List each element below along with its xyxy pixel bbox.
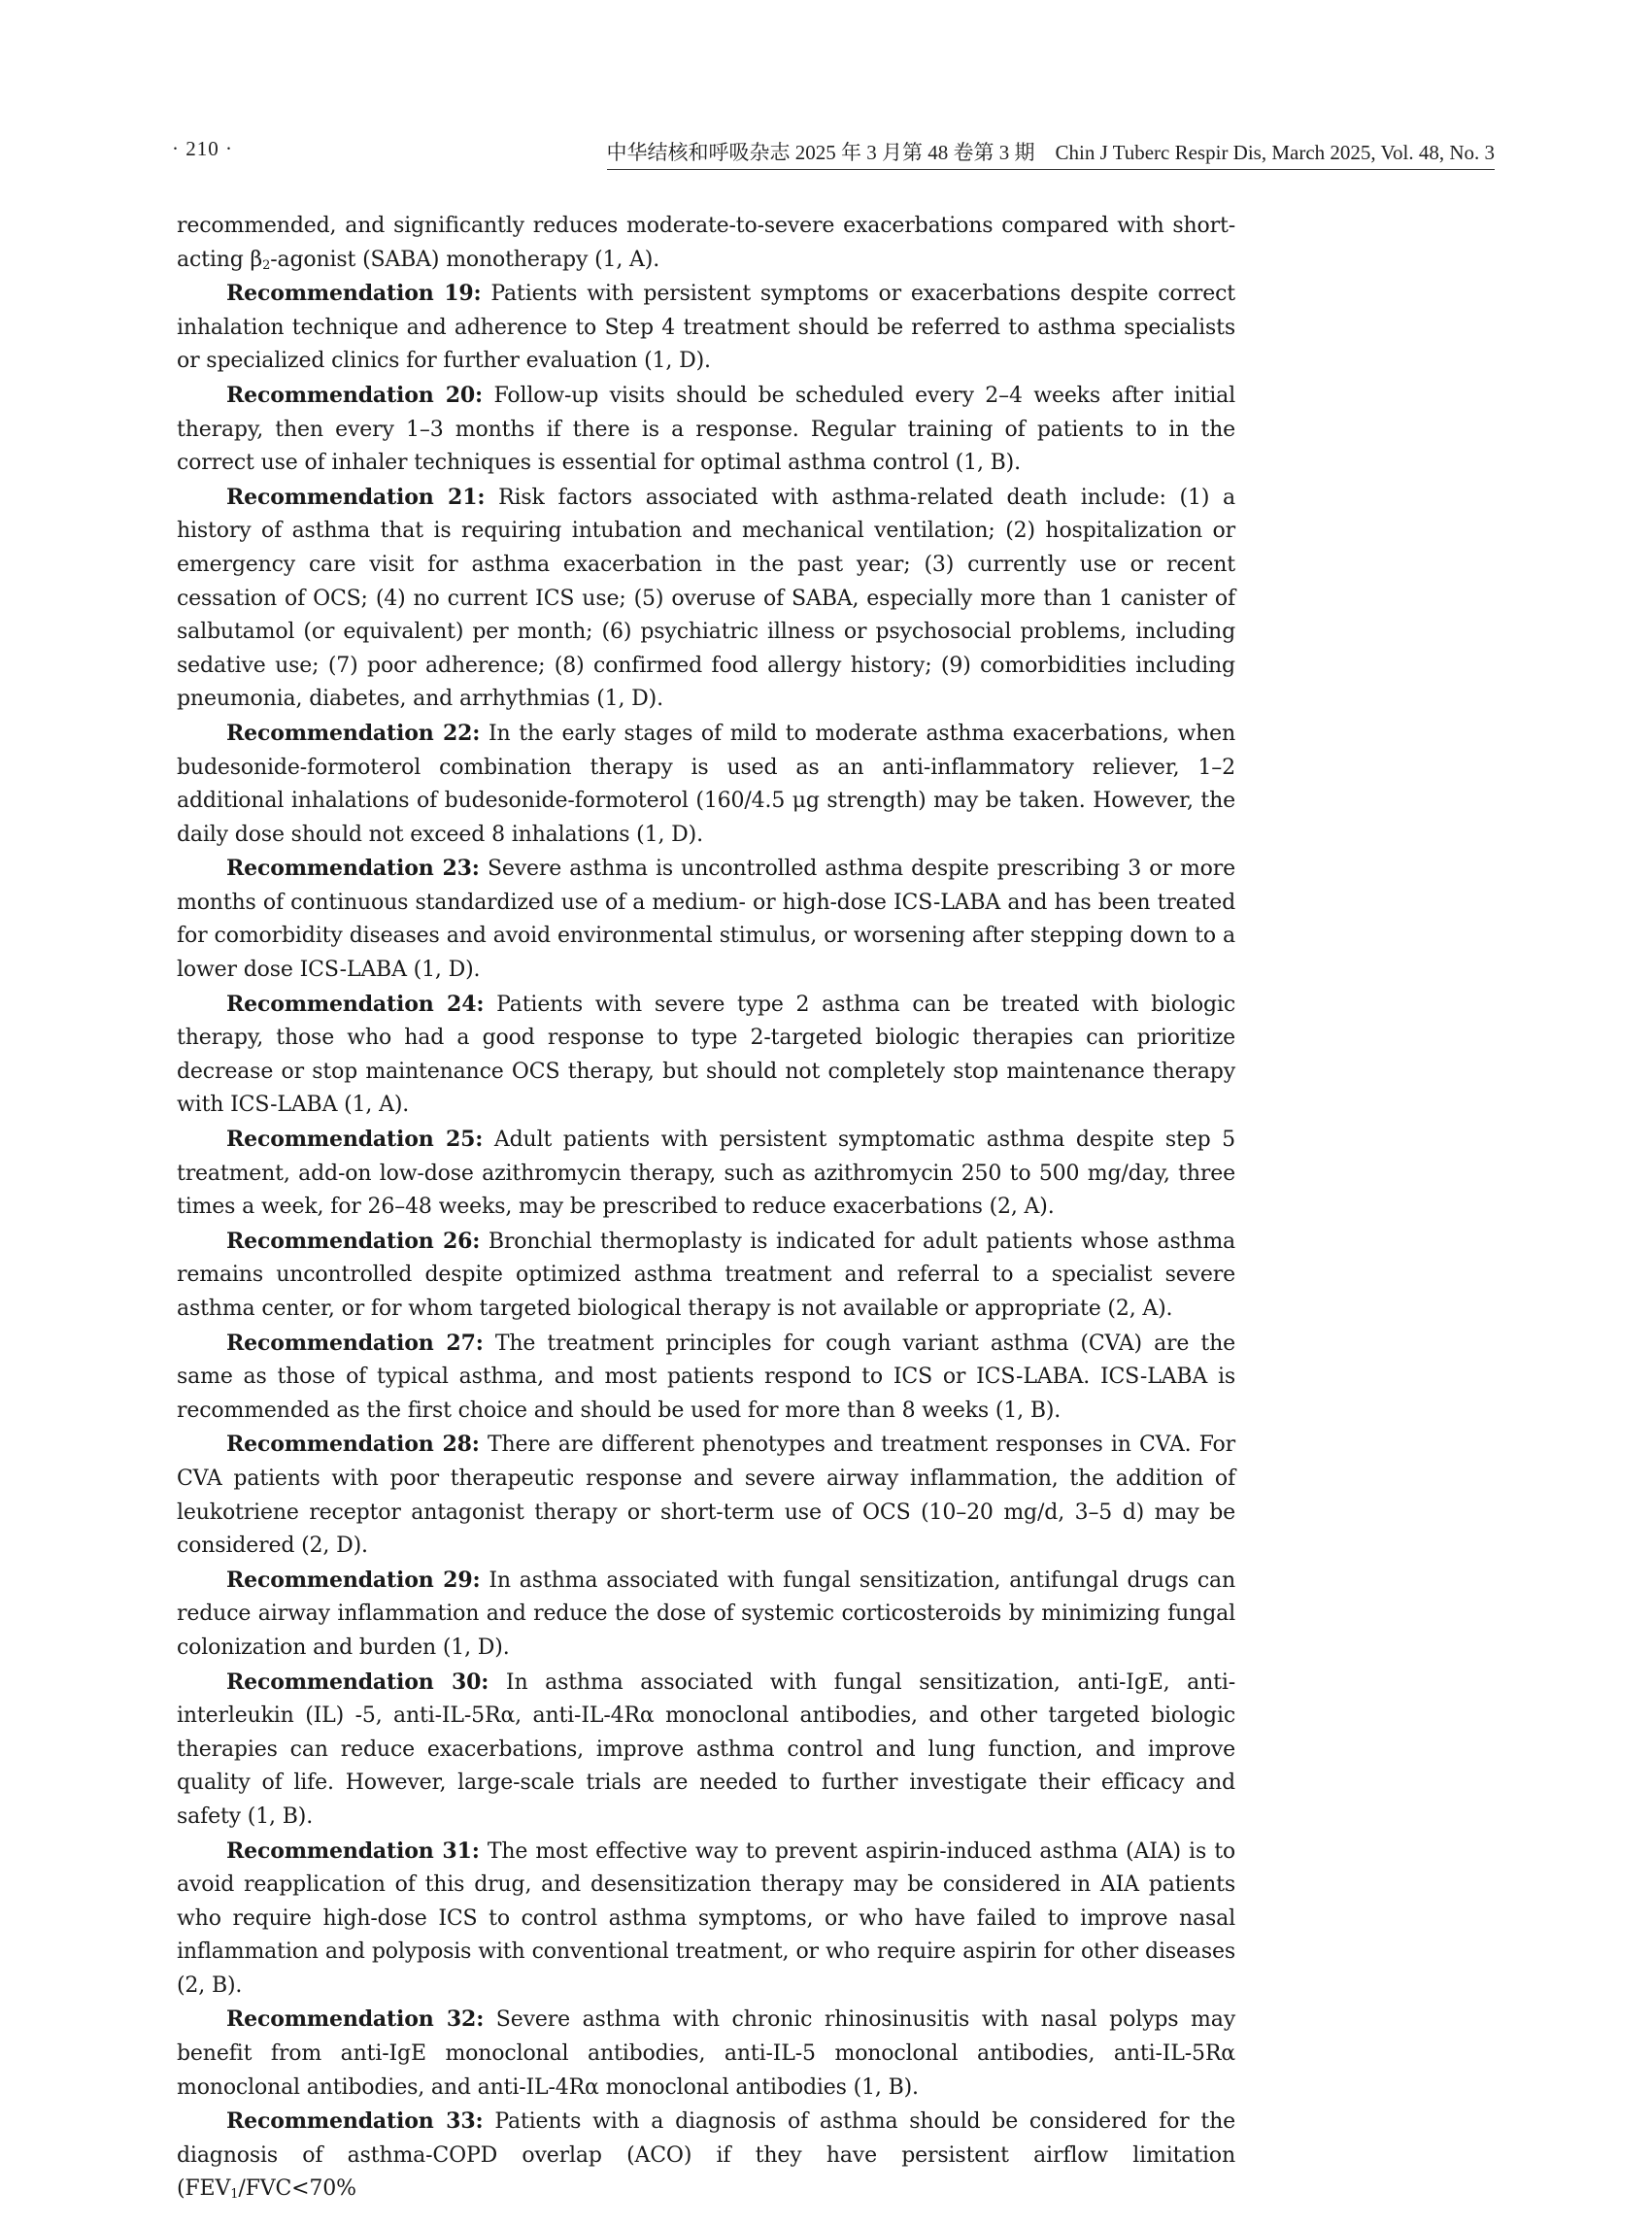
recommendation-label: Recommendation 25:	[226, 1127, 484, 1153]
recommendation-label: Recommendation 29:	[226, 1567, 481, 1593]
recommendation-label: Recommendation 24:	[226, 991, 485, 1017]
recommendation-25: Recommendation 25: Adult patients with persistent symptomatic asthma despite step 5 treatment, add-on low-dose azithromycin therapy, such as azithromycin 250 to 500 mg/day, three times a week, for 26–48 weeks, may be prescribed to reduce exacerbations (2, A).	[177, 1127, 1235, 1220]
recommendation-33: Recommendation 33: Patients with a diagnosis of asthma should be considered for the diagnosis of asthma-COPD overlap (ACO) if they have persistent airflow limitation ($FEV_1/FVC<70\%$	[177, 2108, 1235, 2203]
recommendation-label: Recommendation 22:	[226, 720, 481, 746]
continuation-paragraph: recommended, and significantly reduces moderate-to-severe exacerbations compared with short-acting $\beta_2$-agonist (SABA) monotherapy (1, A).	[177, 214, 1235, 273]
recommendation-label: Recommendation 21:	[226, 484, 486, 510]
recommendation-26: Recommendation 26: Bronchial thermoplasty is indicated for adult patients whose asthma remains uncontrolled despite optimized asthma treatment and referral to a specialist severe asthma center, or for whom targeted biological therapy is not available or appropriate (2, A).	[177, 1228, 1235, 1321]
recommendation-21: Recommendation 21: Risk factors associated with asthma-related death include: (1) a history of asthma that is requiring intubation and mechanical ventilation; (2) hospitalization or emergency care visit for asthma exacerbation in the past year; (3) currently use or recent cessation of OCS; (4) no current ICS use; (5) overuse of SABA, especially more than 1 canister of salbutamol (or equivalent) per month; (6) psychiatric illness or psychosocial problems, including sedative use; (7) poor adherence; (8) confirmed food allergy history; (9) comorbidities including pneumonia, diabetes, and arrhythmias (1, D).	[177, 484, 1235, 712]
recommendation-label: Recommendation 26:	[226, 1228, 481, 1254]
recommendation-label: Recommendation 31:	[226, 1837, 480, 1864]
recommendation-19: Recommendation 19: Patients with persistent symptoms or exacerbations despite correct inhalation technique and adherence to Step 4 treatment should be referred to asthma specialists or specialized clinics for further evaluation (1, D).	[177, 281, 1235, 374]
recommendation-23: Recommendation 23: Severe asthma is uncontrolled asthma despite prescribing 3 or more months of continuous standardized use of a medium- or high-dose ICS-LABA and has been treated for comorbidity diseases and avoid environmental stimulus, or worsening after stepping down to a lower dose ICS-LABA (1, D).	[177, 856, 1235, 983]
recommendation-label: Recommendation 33:	[226, 2108, 484, 2135]
page-number: · 210 ·	[172, 137, 233, 160]
recommendation-29: Recommendation 29: In asthma associated with fungal sensitization, antifungal drugs can reduce airway inflammation and reduce the dose of systemic corticosteroids by minimizing fungal colonization and burden (1, D).	[177, 1567, 1235, 1660]
recommendation-30: Recommendation 30: In asthma associated with fungal sensitization, anti-IgE, anti-interleukin (IL) -5, anti-IL-5Rα, anti-IL-4Rα monoclonal antibodies, and other targeted biologic therapies can reduce exacerbations, improve asthma control and lung function, and improve quality of life. However, large-scale trials are needed to further investigate their efficacy and safety (1, B).	[177, 1669, 1236, 1829]
recommendation-31: Recommendation 31: The most effective way to prevent aspirin-induced asthma (AIA) is to avoid reapplication of this drug, and desensitization therapy may be considered in AIA patients who require high-dose ICS to control asthma symptoms, or who have failed to improve nasal inflammation and polyposis with conventional treatment, or who require aspirin for other diseases (2, B).	[177, 1837, 1235, 1998]
recommendation-label: Recommendation 27:	[226, 1330, 484, 1356]
body-text	[177, 210, 1235, 2207]
page-header	[172, 130, 1495, 167]
recommendation-label: Recommendation 23:	[226, 856, 480, 882]
recommendation-24: Recommendation 24: Patients with severe type 2 asthma can be treated with biologic therapy, those who had a good response to type 2-targeted biologic therapies can prioritize decrease or stop maintenance OCS therapy, but should not completely stop maintenance therapy with ICS-LABA (1, A).	[177, 991, 1235, 1118]
recommendation-32: Recommendation 32: Severe asthma with chronic rhinosinusitis with nasal polyps may benefit from anti-IgE monoclonal antibodies, anti-IL-5 monoclonal antibodies, anti-IL-5Rα monoclonal antibodies, and anti-IL-4Rα monoclonal antibodies (1, B).	[177, 2006, 1235, 2100]
recommendation-27: Recommendation 27: The treatment principles for cough variant asthma (CVA) are the same as those of typical asthma, and most patients respond to ICS or ICS-LABA. ICS-LABA is recommended as the first choice and should be used for more than 8 weeks (1, B).	[177, 1330, 1235, 1423]
recommendation-label: Recommendation 28:	[226, 1432, 480, 1458]
recommendation-label: Recommendation 30:	[226, 1669, 489, 1695]
recommendation-label: Recommendation 32:	[226, 2006, 485, 2033]
journal-citation: 中华结核和呼吸杂志 2025 年 3 月第 48 卷第 3 期 Chin J Tuberc Respir Dis, March 2025, Vol. 48, No. 3	[607, 137, 1496, 170]
recommendation-28: Recommendation 28: There are different phenotypes and treatment responses in CVA. For CVA patients with poor therapeutic response and severe airway inflammation, the addition of leukotriene receptor antagonist therapy or short-term use of OCS (10–20 mg/d, 3–5 d) may be considered (2, D).	[177, 1432, 1236, 1559]
recommendation-label: Recommendation 19:	[226, 281, 482, 307]
recommendation-label: Recommendation 20:	[226, 382, 484, 408]
recommendation-20: Recommendation 20: Follow-up visits should be scheduled every 2–4 weeks after initial therapy, then every 1–3 months if there is a response. Regular training of patients to in the correct use of inhaler techniques is essential for optimal asthma control (1, B).	[177, 382, 1235, 476]
recommendation-22: Recommendation 22: In the early stages of mild to moderate asthma exacerbations, when budesonide-formoterol combination therapy is used as an anti-inflammatory reliever, 1–2 additional inhalations of budesonide-formoterol (160/4.5 μg strength) may be taken. However, the daily dose should not exceed 8 inhalations (1, D).	[177, 720, 1235, 847]
